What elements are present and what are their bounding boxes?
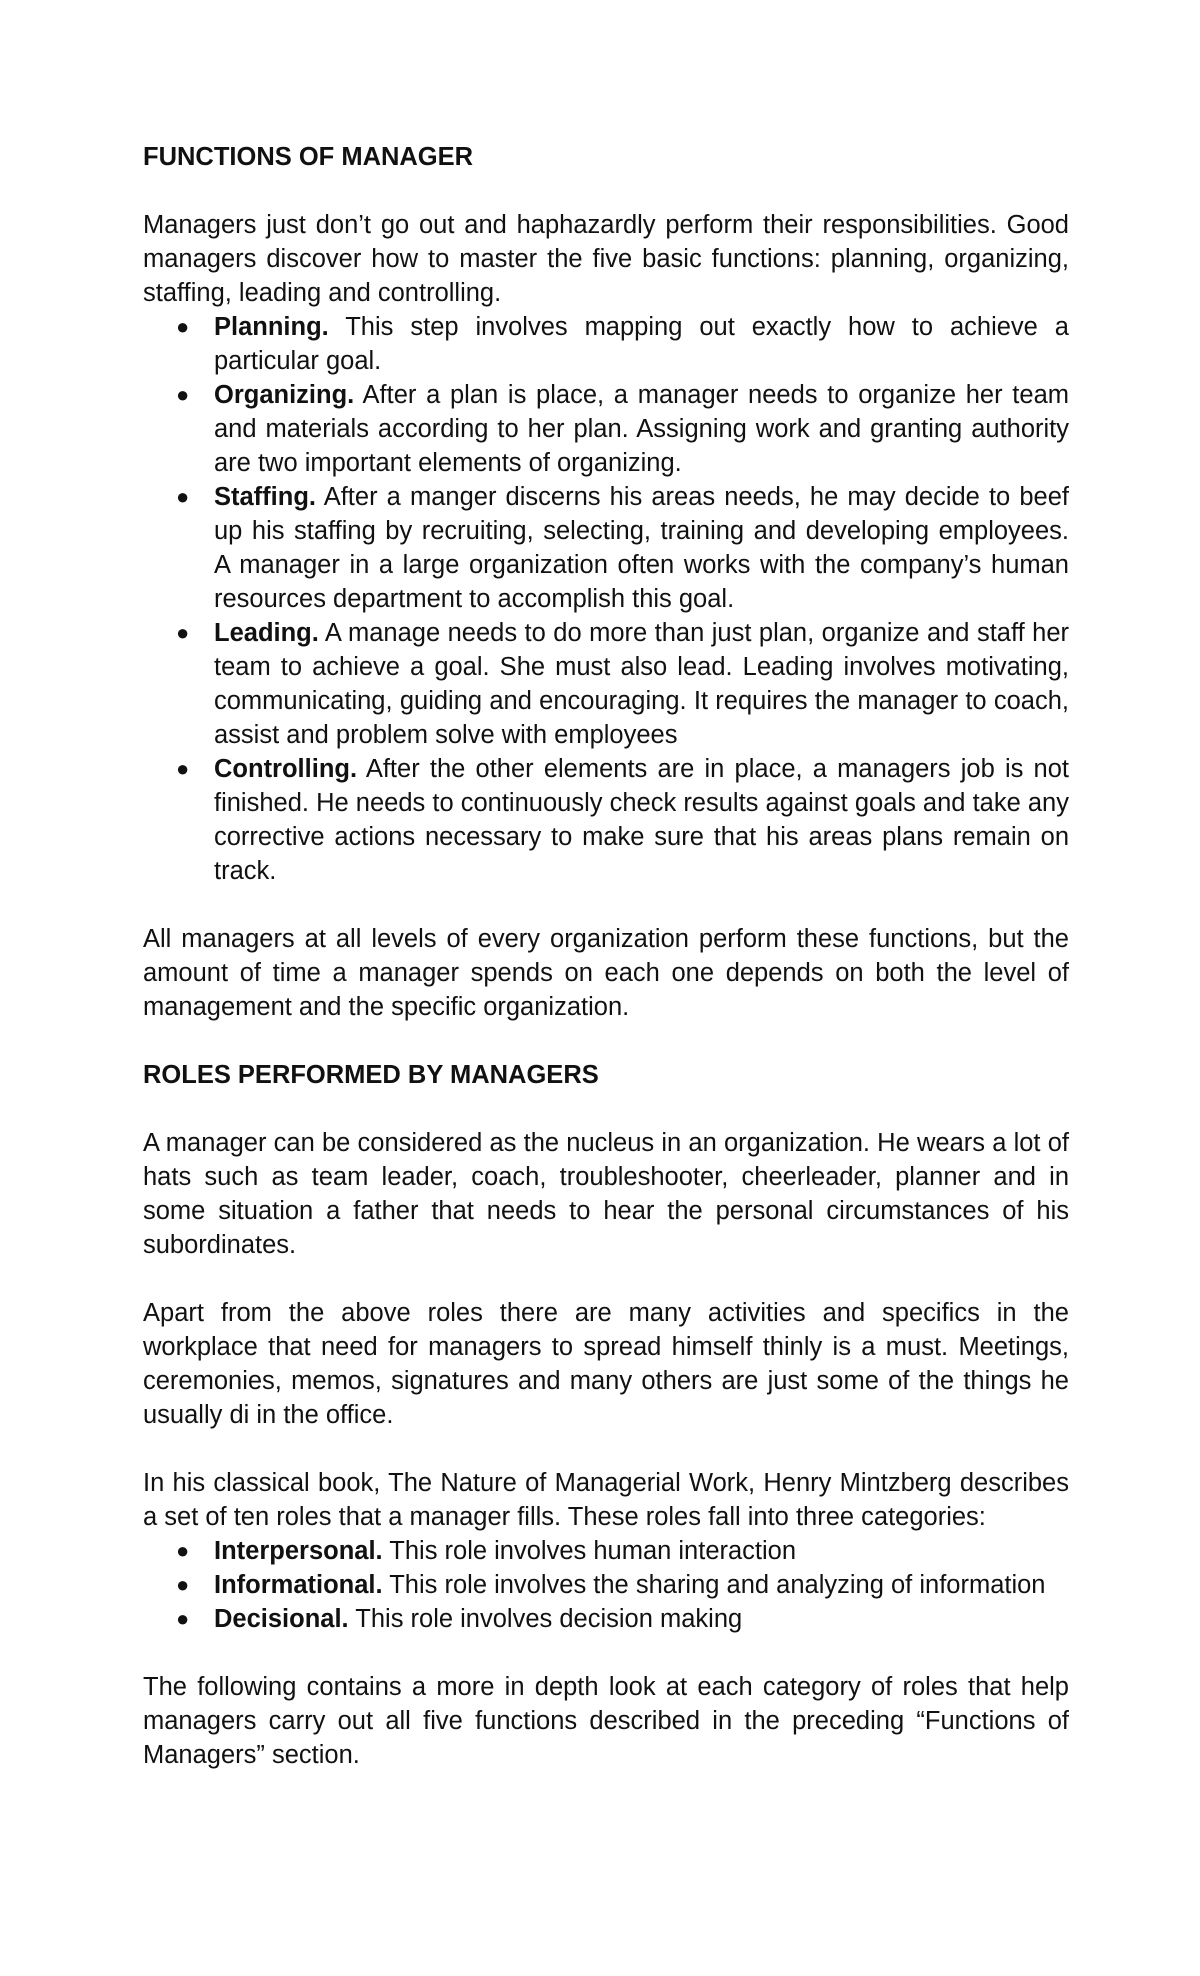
list-item-interpersonal (143, 1534, 1069, 1568)
list-item-informational (143, 1568, 1069, 1602)
roles-paragraph-1: A manager can be considered as the nucleus in an organization. He wears a lot of hats such as team leader, coach, troubleshooter, cheerleader, planner and in some situation a father that needs to hear the personal circumstances of his subordinates. (143, 1129, 1069, 1259)
bullet-icon: ● (176, 756, 190, 781)
function-term: Leading. (214, 619, 319, 647)
role-text: This role involves human interaction (382, 1537, 797, 1565)
list-item-staffing (143, 480, 1069, 616)
bullet-icon: ● (176, 382, 190, 407)
roles-paragraph-4: The following contains a more in depth look at each category of roles that help managers carry out all five functions described in the preceding “Functions of Managers” section. (143, 1673, 1069, 1769)
function-text: This step involves mapping out exactly how to achieve a particular goal. (214, 313, 1069, 375)
role-term: Interpersonal. (214, 1537, 383, 1565)
section-heading-roles: ROLES PERFORMED BY MANAGERS (143, 1061, 599, 1089)
section-heading-functions: FUNCTIONS OF MANAGER (143, 143, 474, 171)
roles-paragraph-3: In his classical book, The Nature of Managerial Work, Henry Mintzberg describes a set of ten roles that a manager fills. These roles fall into three categories: (143, 1469, 1069, 1531)
function-term: Controlling. (214, 755, 358, 783)
list-item-decisional (143, 1602, 1069, 1636)
list-item-controlling (143, 752, 1069, 888)
function-term: Planning. (214, 313, 329, 341)
function-text: After the other elements are in place, a managers job is not finished. He needs to continuously check results against goals and take any corrective actions necessary to make sure that his areas plans remain on track. (214, 755, 1069, 885)
bullet-icon: ● (176, 314, 190, 339)
bullet-icon: ● (176, 1606, 190, 1631)
list-item-leading (143, 616, 1069, 752)
list-item-organizing (143, 378, 1069, 480)
bullet-icon: ● (176, 620, 190, 645)
function-text: After a plan is place, a manager needs to organize her team and materials according to her plan. Assigning work and granting authority are two important elements of organizing. (214, 381, 1069, 477)
role-term: Decisional. (214, 1605, 349, 1633)
function-text: After a manger discerns his areas needs, he may decide to beef up his staffing by recruiting, selecting, training and developing employees. A manager in a large organization often works with the company’s human resources department to accomplish this goal. (214, 483, 1069, 613)
role-text: This role involves the sharing and analyzing of information (382, 1571, 1046, 1599)
roles-paragraph-2: Apart from the above roles there are many activities and specifics in the workplace that need for managers to spread himself thinly is a must. Meetings, ceremonies, memos, signatures and many others are just some of the things he usually di in the office. (143, 1299, 1069, 1429)
document-page (143, 140, 1069, 1806)
function-term: Staffing. (214, 483, 316, 511)
functions-list (143, 310, 1069, 888)
roles-list (143, 1534, 1069, 1636)
role-text: This role involves decision making (348, 1605, 743, 1633)
role-term: Informational. (214, 1571, 383, 1599)
bullet-icon: ● (176, 484, 190, 509)
bullet-icon: ● (176, 1538, 190, 1563)
functions-intro-paragraph: Managers just don’t go out and haphazardly perform their responsibilities. Good managers discover how to master the five basic functions: planning, organizing, staffing, leading and controlling. (143, 211, 1069, 307)
function-term: Organizing. (214, 381, 355, 409)
function-text: A manage needs to do more than just plan, organize and staff her team to achieve a goal. She must also lead. Leading involves motivating, communicating, guiding and encouraging. It requires the manager to coach, assist and problem solve with employees (214, 619, 1069, 749)
bullet-icon: ● (176, 1572, 190, 1597)
functions-closing-paragraph: All managers at all levels of every organization perform these functions, but the amount of time a manager spends on each one depends on both the level of management and the specific organization. (143, 925, 1069, 1021)
list-item-planning (143, 310, 1069, 378)
